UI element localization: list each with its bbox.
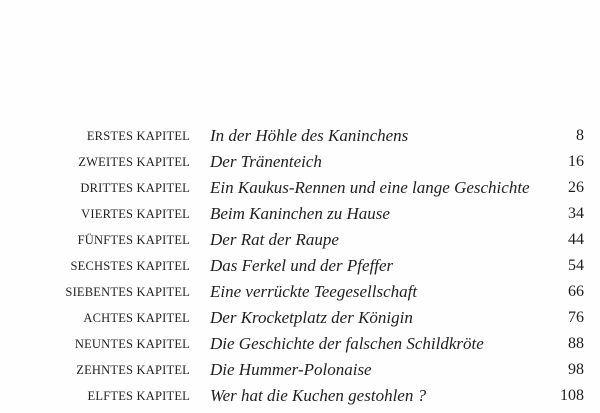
chapter-label: ZWEITES KAPITEL <box>78 155 190 169</box>
chapter-page-number: 98 <box>568 361 584 378</box>
chapter-title: Das Ferkel und der Pfeffer <box>210 256 394 275</box>
chapter-label: FÜNFTES KAPITEL <box>77 233 190 247</box>
chapter-page-number: 16 <box>568 153 584 170</box>
chapter-label: DRITTES KAPITEL <box>80 181 190 195</box>
chapter-title: Der Rat der Raupe <box>210 230 339 249</box>
toc-entry <box>0 177 600 203</box>
chapter-label: ACHTES KAPITEL <box>83 311 190 325</box>
chapter-label: ZEHNTES KAPITEL <box>76 363 190 377</box>
chapter-title: In der Höhle des Kaninchens <box>210 126 409 145</box>
toc-entry <box>0 125 600 151</box>
chapter-title: Der Tränenteich <box>210 152 322 171</box>
chapter-label: NEUNTES KAPITEL <box>74 337 190 351</box>
chapter-page-number: 54 <box>568 257 584 274</box>
chapter-page-number: 76 <box>568 309 584 326</box>
toc-entry <box>0 151 600 177</box>
chapter-page-number: 66 <box>568 283 584 300</box>
chapter-page-number: 26 <box>568 179 584 196</box>
chapter-title: Eine verrückte Teegesellschaft <box>210 282 418 301</box>
toc-entry <box>0 281 600 307</box>
chapter-label: ELFTES KAPITEL <box>87 389 190 403</box>
chapter-title: Ein Kaukus-Rennen und eine lange Geschichte <box>210 178 530 197</box>
chapter-label: SIEBENTES KAPITEL <box>65 285 190 299</box>
toc-entry <box>0 385 600 411</box>
toc-entry <box>0 255 600 281</box>
chapter-title: Beim Kaninchen zu Hause <box>210 204 390 223</box>
chapter-label: ERSTES KAPITEL <box>86 129 190 143</box>
chapter-title: Der Krocketplatz der Königin <box>210 308 413 327</box>
toc-entry <box>0 359 600 385</box>
chapter-page-number: 108 <box>560 387 584 404</box>
toc-entry <box>0 203 600 229</box>
chapter-title: Die Hummer-Polonaise <box>210 360 372 379</box>
toc-entry <box>0 229 600 255</box>
chapter-label: SECHSTES KAPITEL <box>70 259 190 273</box>
chapter-page-number: 88 <box>568 335 584 352</box>
toc-entry <box>0 307 600 333</box>
chapter-title: Wer hat die Kuchen gestohlen ? <box>210 386 427 405</box>
toc-entry <box>0 333 600 359</box>
chapter-label: VIERTES KAPITEL <box>81 207 190 221</box>
chapter-page-number: 34 <box>568 205 584 222</box>
chapter-page-number: 44 <box>568 231 584 248</box>
chapter-title: Die Geschichte der falschen Schildkröte <box>210 334 484 353</box>
chapter-page-number: 8 <box>576 127 584 144</box>
